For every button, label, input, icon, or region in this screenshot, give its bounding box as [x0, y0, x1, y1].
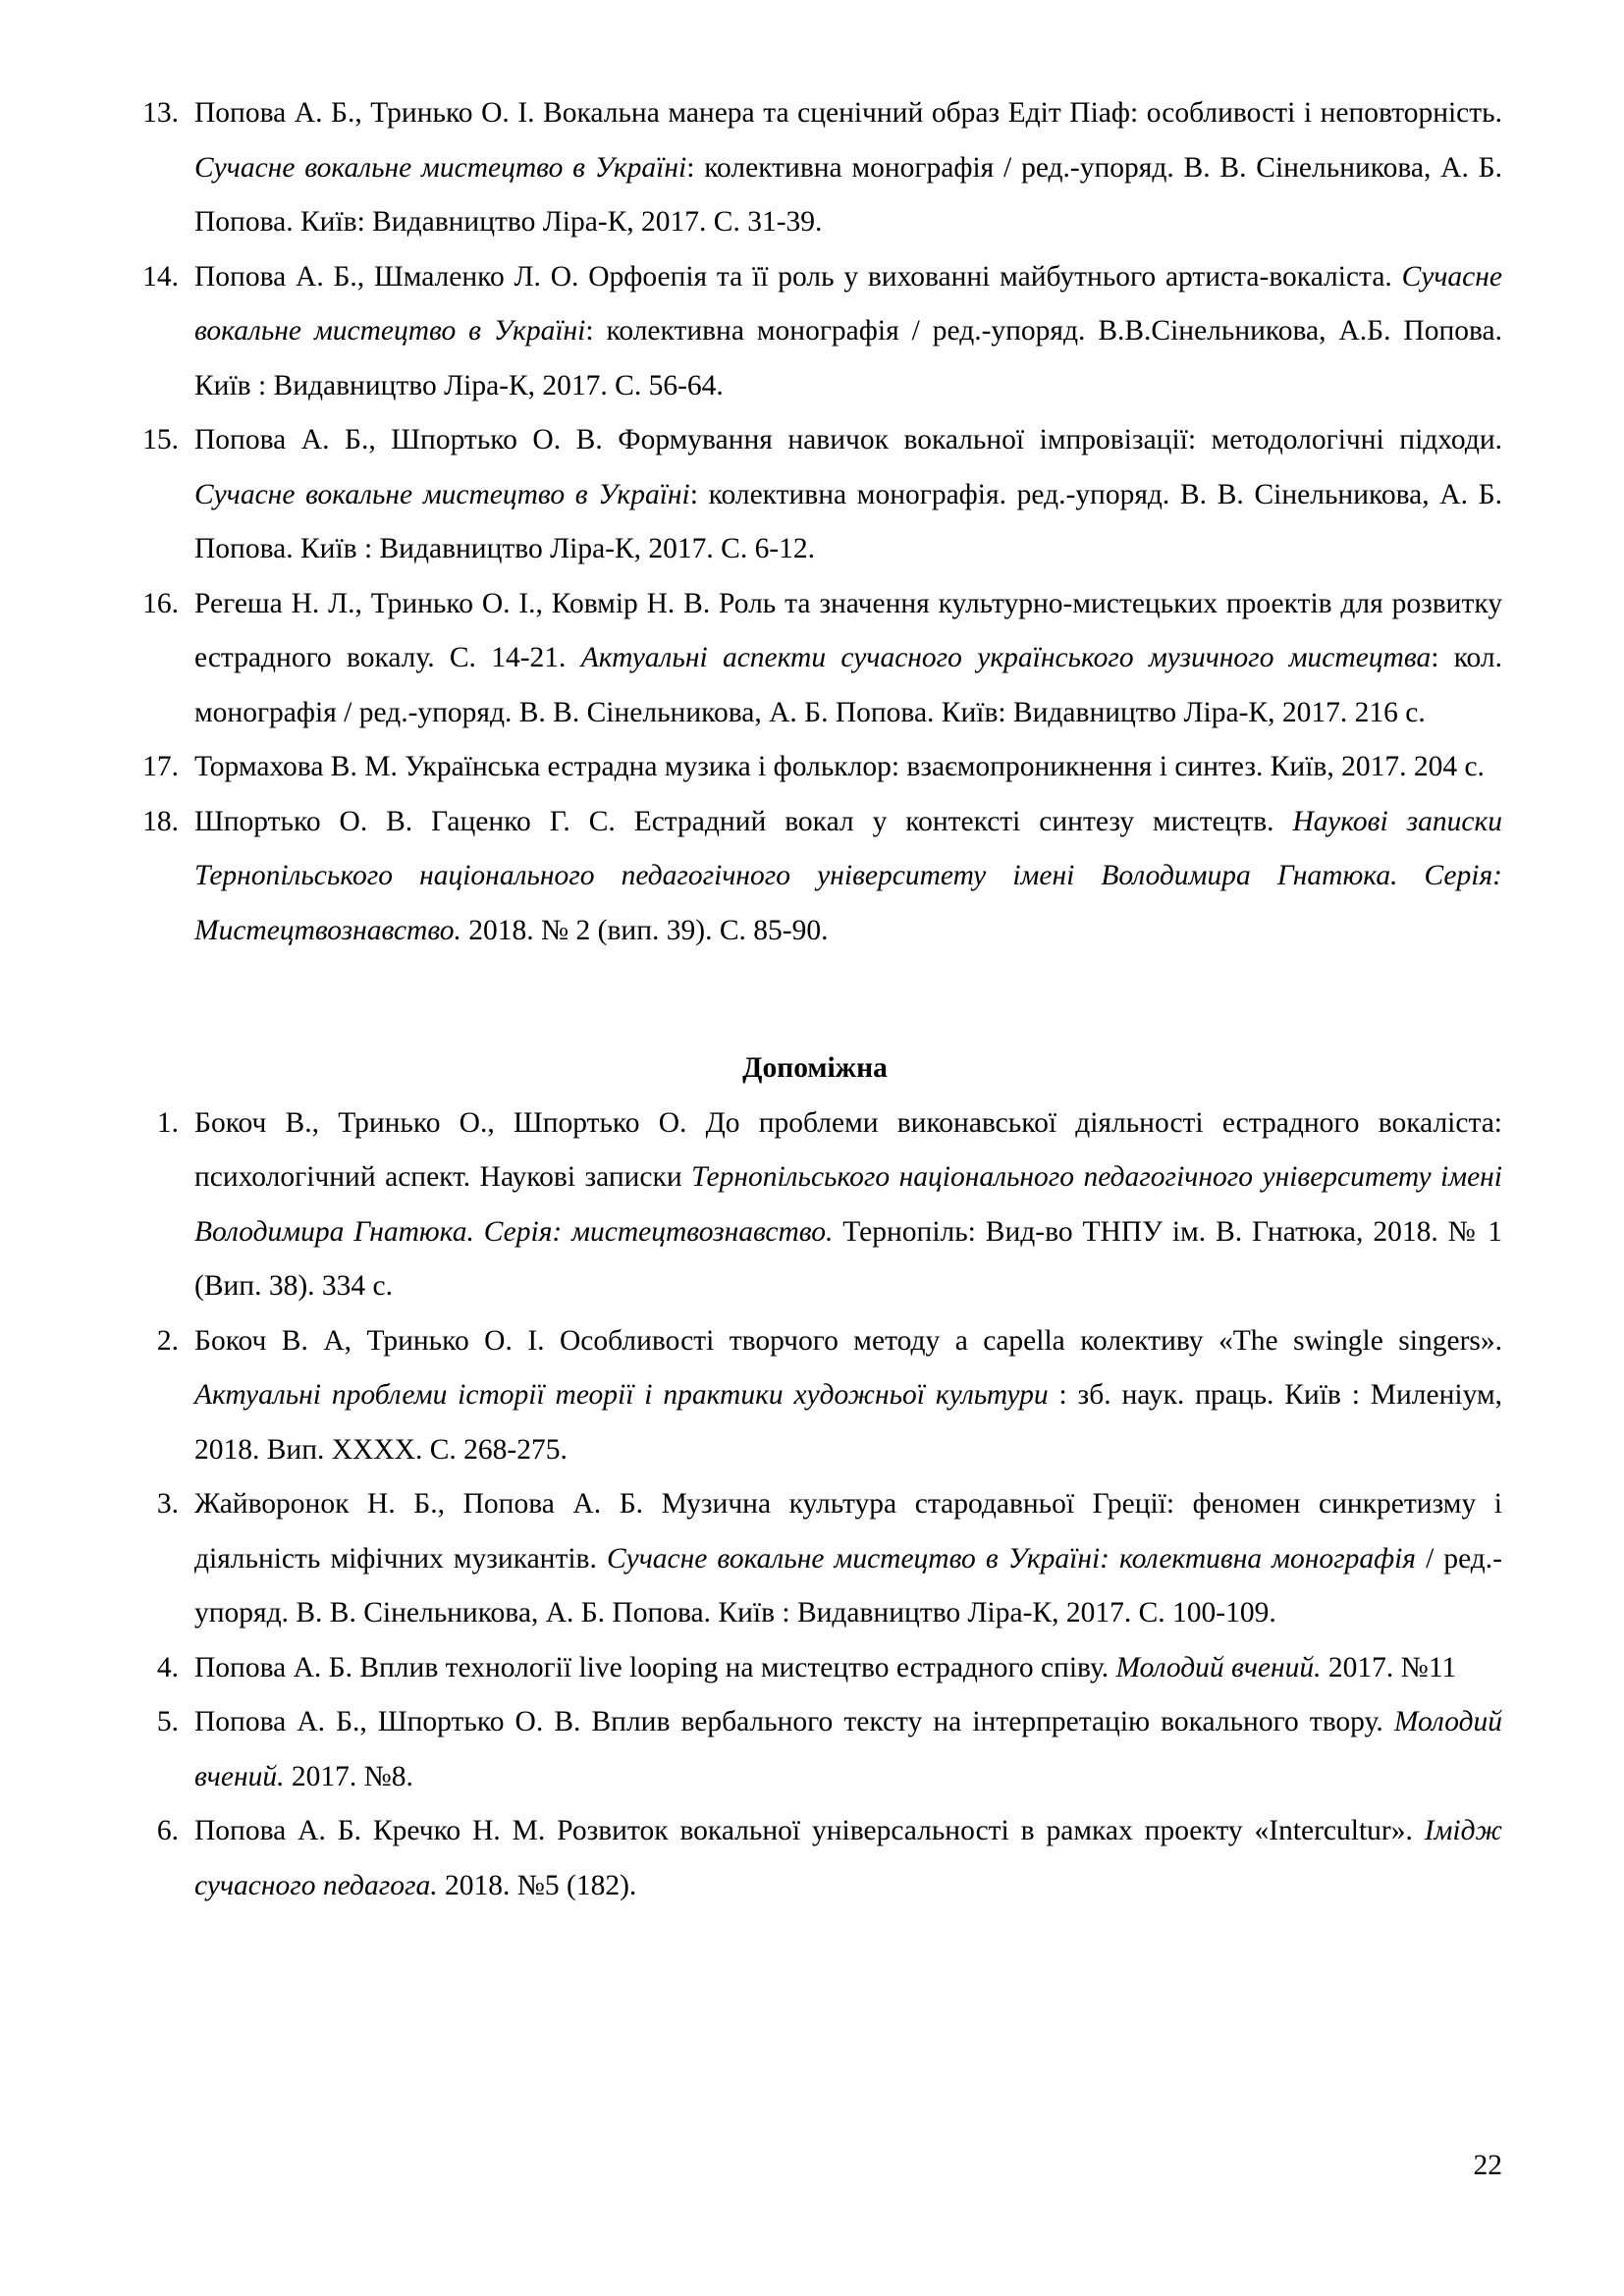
reference-item-segment: Тормахова В. М. Українська естрадна музика і фольклор: взаємопроникнення і синтез. Київ, 2017. 204 с. — [194, 751, 1485, 782]
aux-reference-item-segment: Молодий вчений. — [1115, 1651, 1322, 1683]
reference-item-segment: Попова А. Б., Тринько О. І. Вокальна манера та сценічний образ Едіт Піаф: особливості і неповторність. — [194, 97, 1502, 129]
secondary-reference-list — [128, 1096, 1502, 1914]
aux-reference-item-number: 2. — [156, 1324, 179, 1357]
aux-reference-item — [128, 1641, 1502, 1696]
reference-item-segment: Сучасне вокальне мистецтво в Україні — [194, 260, 1502, 347]
aux-reference-item-segment: Бокоч В. А, Тринько О. І. Особливості творчого методу а capella колективу «The swingle singers». — [194, 1324, 1502, 1357]
aux-reference-item-number: 5. — [156, 1706, 179, 1737]
aux-reference-item-number: 6. — [156, 1815, 179, 1846]
reference-item-segment: Регеша Н. Л., Тринько О. І., Ковмір Н. В. Роль та значення культурно-мистецьких проектів для розвитку естрадного вокалу. С. 14-21. — [194, 587, 1502, 673]
aux-reference-item-segment: / ред.-упоряд. В. В. Сінельникова, А. Б. Попова. Київ : Видавництво Ліра-К, 2017. С. 100-109. — [194, 1542, 1502, 1629]
reference-item — [128, 577, 1502, 741]
aux-reference-item-segment: Тернопіль: Вид-во ТНПУ ім. В. Гнатюка, 2018. № 1 (Вип. 38). 334 с. — [194, 1215, 1502, 1302]
aux-reference-item-text — [194, 1477, 1502, 1641]
aux-reference-item — [128, 1695, 1502, 1804]
primary-reference-list — [128, 86, 1502, 958]
aux-reference-item — [128, 1477, 1502, 1641]
aux-reference-item-segment: Попова А. Б., Шпортько О. В. Вплив вербального тексту на інтерпретацію вокального твору. — [194, 1706, 1394, 1737]
aux-reference-item-segment: Імідж сучасного педагога. — [194, 1815, 1502, 1901]
aux-reference-item-segment: Жайворонок Н. Б., Попова А. Б. Музична культура стародавньої Греції: феномен синкретизму і діяльність міфічних музикантів. — [194, 1488, 1502, 1575]
reference-item-segment: Шпортько О. В. Гаценко Г. С. Естрадний вокал у контексті синтезу мистецтв. — [194, 805, 1293, 837]
aux-reference-item-text — [194, 1096, 1502, 1314]
reference-item-text — [194, 413, 1502, 577]
reference-item-segment: : колективна монографія. ред.-упоряд. В. В. Сінельникова, А. Б. Попова. Київ : Видавництво Ліра-К, 2017. С. 6-12. — [194, 478, 1502, 564]
reference-item-number: 15. — [142, 424, 179, 455]
reference-item-number: 17. — [142, 751, 179, 782]
aux-reference-item-number: 4. — [156, 1651, 179, 1683]
reference-item-number: 18. — [142, 805, 179, 837]
aux-reference-item — [128, 1314, 1502, 1478]
aux-reference-item-text — [194, 1641, 1502, 1696]
aux-reference-item-segment: Бокоч В., Тринько О., Шпортько О. До проблеми виконавської діяльності естрадного вокаліста: психологічний аспект. Наукові записки — [194, 1106, 1502, 1193]
reference-item-text — [194, 250, 1502, 414]
aux-reference-item — [128, 1096, 1502, 1314]
reference-item — [128, 740, 1502, 795]
reference-item — [128, 250, 1502, 414]
aux-reference-item-segment: : зб. наук. праць. Київ : Миленіум, 2018. Вип. ХХХХ. С. 268-275. — [194, 1379, 1503, 1466]
reference-item-segment: : колективна монографія / ред.-упоряд. В. В. Сінельникова, А. Б. Попова. Київ: Видавництво Ліра-К, 2017. С. 31-39. — [194, 151, 1502, 238]
aux-reference-item-text — [194, 1804, 1502, 1913]
aux-reference-item-segment: 2017. №11 — [1321, 1651, 1457, 1683]
reference-item-number: 16. — [142, 587, 179, 619]
aux-reference-item-number: 3. — [156, 1488, 179, 1520]
aux-reference-item-segment: 2018. №5 (182). — [437, 1869, 637, 1901]
aux-reference-item-segment: Попова А. Б. Кречко Н. М. Розвиток вокальної універсальності в рамках проекту «Intercultur». — [194, 1815, 1425, 1846]
aux-reference-item-segment: 2017. №8. — [284, 1760, 413, 1792]
reference-item-text — [194, 740, 1502, 795]
aux-reference-item — [128, 1804, 1502, 1913]
reference-item-segment: Наукові записки Тернопільського національного педагогічного університету імені Володимира Гнатюка. Серія: Мистецтвознавство. — [194, 805, 1502, 946]
reference-item-text — [194, 86, 1502, 250]
reference-item-number: 13. — [142, 97, 179, 129]
reference-item-segment: Сучасне вокальне мистецтво в Україні — [194, 151, 687, 184]
reference-item-segment: : кол. монографія / ред.-упоряд. В. В. Сінельникова, А. Б. Попова. Київ: Видавництво Ліра-К, 2017. 216 с. — [194, 642, 1502, 728]
reference-item — [128, 86, 1502, 250]
page-content — [128, 86, 1502, 1913]
section-heading-dopomizhna: Допоміжна — [742, 1052, 888, 1084]
heading-spacer — [128, 958, 1502, 988]
reference-item — [128, 795, 1502, 959]
reference-item-segment: Попова А. Б., Шмаленко Л. О. Орфоепія та її роль у вихованні майбутнього артиста-вокаліста. — [194, 260, 1402, 293]
aux-reference-item-segment: Сучасне вокальне мистецтво в Україні: колективна монографія — [606, 1542, 1416, 1575]
aux-reference-item-number: 1. — [156, 1106, 179, 1139]
aux-reference-item-text — [194, 1695, 1502, 1804]
reference-item-segment: 2018. № 2 (вип. 39). С. 85-90. — [460, 914, 829, 946]
page-number: 22 — [1473, 2149, 1502, 2181]
reference-item-text — [194, 577, 1502, 741]
aux-reference-item-text — [194, 1314, 1502, 1478]
reference-item-segment: Актуальні аспекти сучасного українського музичного мистецтва — [580, 642, 1432, 673]
aux-reference-item-segment: Актуальні проблеми історії теорії і практики художньої культури — [194, 1379, 1049, 1411]
aux-reference-item-segment: Попова А. Б. Вплив технології live looping на мистецтво естрадного співу. — [194, 1651, 1116, 1683]
reference-item-segment: Попова А. Б., Шпортько О. В. Формування навичок вокальної імпровізації: методологічні підходи. — [194, 424, 1502, 455]
reference-item-segment: : колективна монографія / ред.-упоряд. В.В.Сінельникова, А.Б. Попова. Київ : Видавництво Ліра-К, 2017. С. 56-64. — [194, 315, 1502, 401]
reference-item-number: 14. — [142, 260, 179, 293]
reference-item — [128, 413, 1502, 577]
aux-reference-item-segment: Тернопільського національного педагогічного університету імені Володимира Гнатюка. Серія: мистецтвознавство. — [194, 1161, 1502, 1248]
reference-item-text — [194, 795, 1502, 959]
reference-item-segment: Сучасне вокальне мистецтво в Україні — [194, 478, 690, 510]
aux-reference-item-segment: Молодий вчений. — [194, 1706, 1502, 1792]
